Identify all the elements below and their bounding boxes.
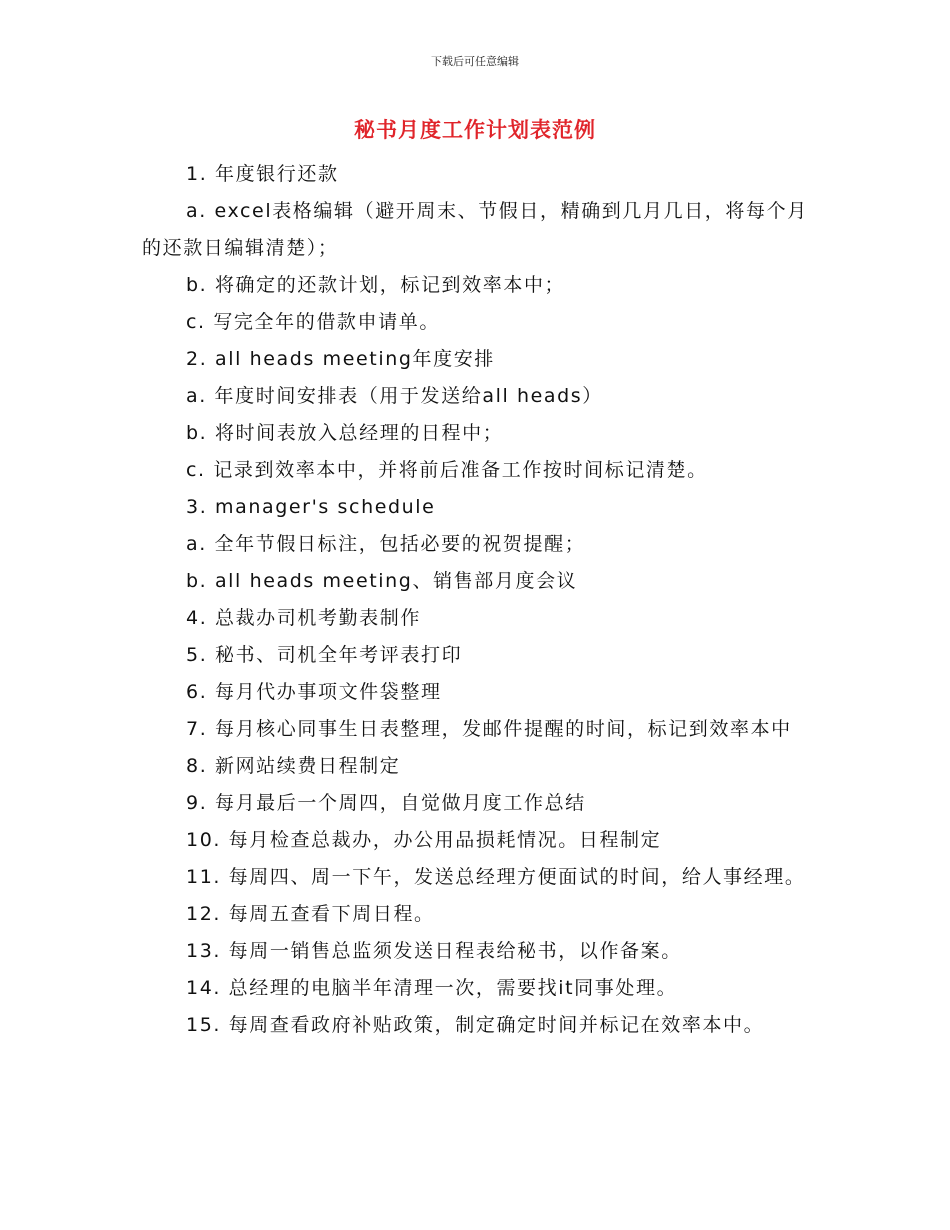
paragraph: 12. 每周五查看下周日程。 [186, 903, 435, 925]
paragraph: b. 将确定的还款计划，标记到效率本中； [186, 274, 566, 296]
paragraph: a. 全年节假日标注，包括必要的祝贺提醒； [186, 533, 586, 555]
paragraph: 7. 每月核心同事生日表整理，发邮件提醒的时间，标记到效率本中 [186, 718, 792, 740]
paragraph: 10. 每月检查总裁办，办公用品损耗情况。日程制定 [186, 829, 662, 851]
document-title: 秘书月度工作计划表范例 [354, 118, 596, 142]
paragraph: 3. manager's schedule [186, 496, 436, 518]
paragraph: 5. 秘书、司机全年考评表打印 [186, 644, 463, 666]
paragraph: a. 年度时间安排表（用于发送给all heads） [186, 385, 603, 407]
paragraph: b. 将时间表放入总经理的日程中； [186, 422, 504, 444]
paragraph: 4. 总裁办司机考勤表制作 [186, 607, 421, 629]
paragraph: 1. 年度银行还款 [186, 163, 339, 185]
paragraph: 2. all heads meeting年度安排 [186, 348, 495, 370]
paragraph: 6. 每月代办事项文件袋整理 [186, 681, 442, 703]
paragraph: 13. 每周一销售总监须发送日程表给秘书，以作备案。 [186, 940, 682, 962]
paragraph: 15. 每周查看政府补贴政策，制定确定时间并标记在效率本中。 [186, 1014, 765, 1036]
paragraph: 11. 每周四、周一下午，发送总经理方便面试的时间，给人事经理。 [186, 866, 806, 888]
paragraph: 9. 每月最后一个周四，自觉做月度工作总结 [186, 792, 586, 814]
paragraph: c. 记录到效率本中，并将前后准备工作按时间标记清楚。 [186, 459, 708, 481]
paragraph: c. 写完全年的借款申请单。 [186, 311, 440, 333]
paragraph: b. all heads meeting、销售部月度会议 [186, 570, 578, 592]
paragraph: 8. 新网站续费日程制定 [186, 755, 401, 777]
document-body [142, 156, 808, 1044]
header-note: 下载后可任意编辑 [431, 55, 519, 68]
paragraph: a. excel表格编辑（避开周末、节假日，精确到几月几日，将每个月的还款日编辑清楚）； [142, 200, 808, 259]
paragraph: 14. 总经理的电脑半年清理一次，需要找it同事处理。 [186, 977, 678, 999]
